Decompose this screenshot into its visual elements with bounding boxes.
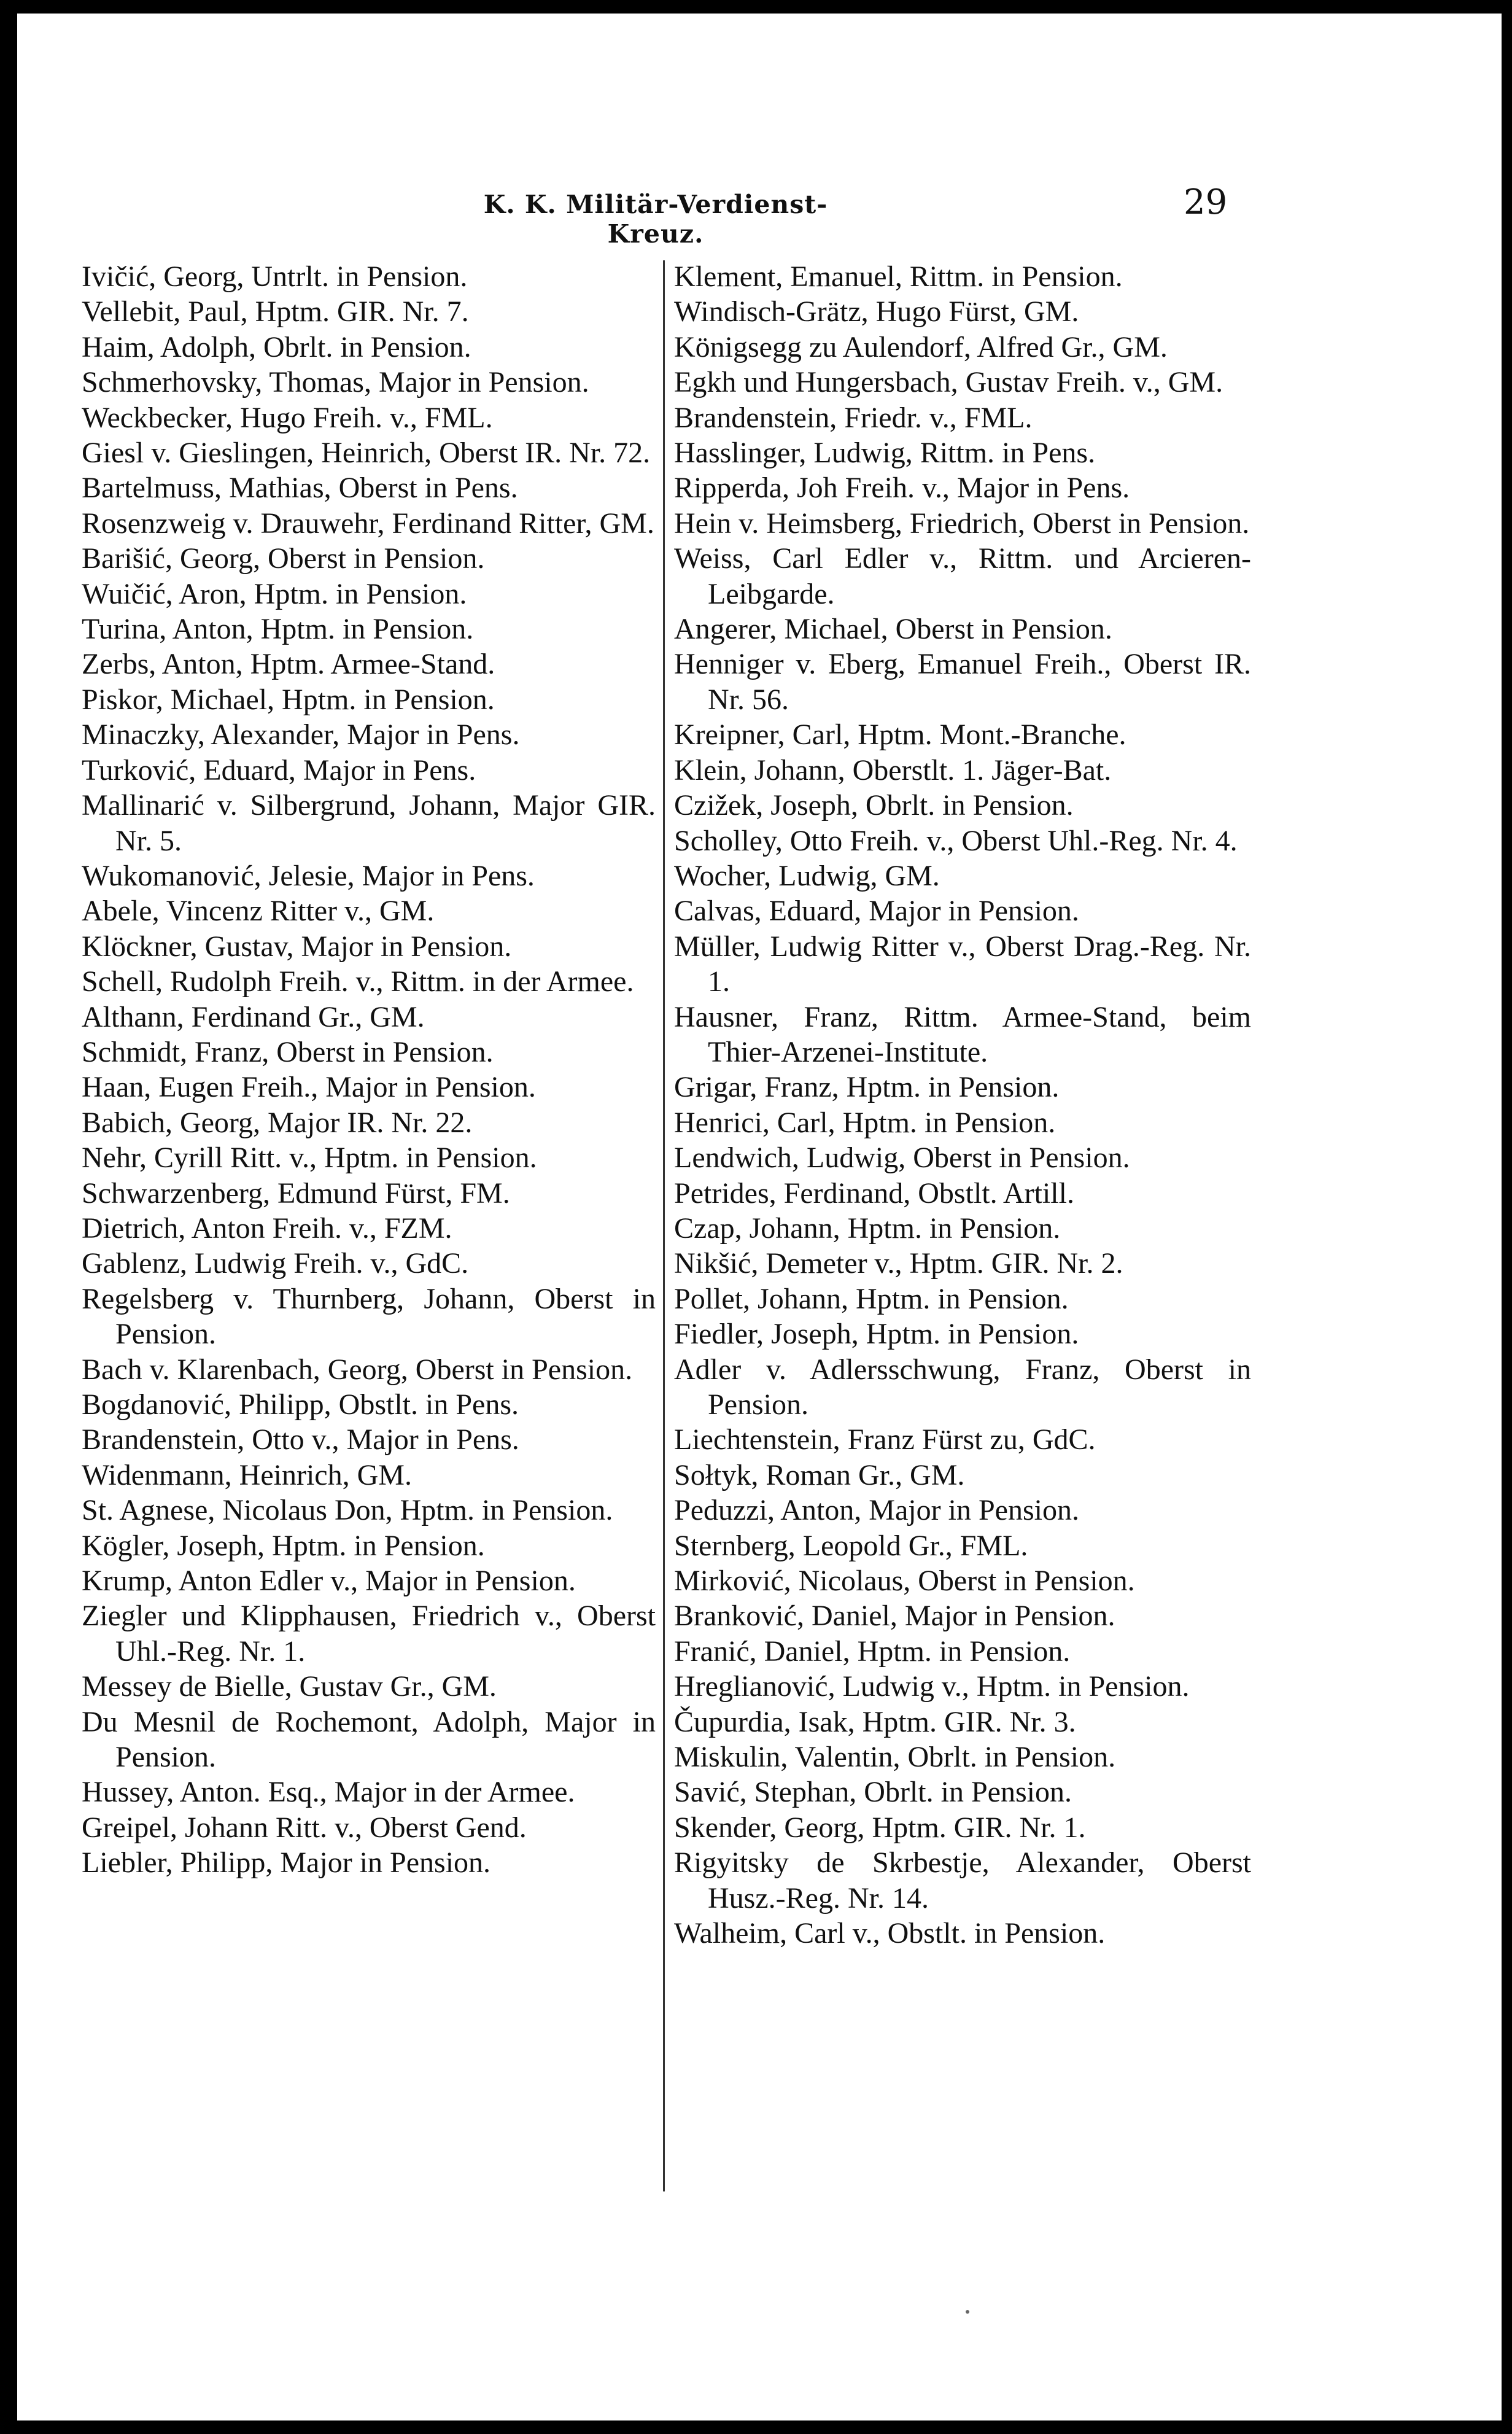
register-entry: Mirković, Nicolaus, Oberst in Pension. bbox=[674, 1565, 1135, 1598]
register-entry: Bogdanović, Philipp, Obstlt. in Pens. bbox=[82, 1388, 519, 1421]
register-entry: Mallinarić v. Silbergrund, Johann, Major GIR. Nr. 5. bbox=[82, 789, 656, 857]
register-entry: Nehr, Cyrill Ritt. v., Hptm. in Pension. bbox=[82, 1141, 537, 1175]
register-entry: Peduzzi, Anton, Major in Pension. bbox=[674, 1494, 1079, 1527]
register-entry: Čupurdia, Isak, Hptm. GIR. Nr. 3. bbox=[674, 1705, 1076, 1738]
register-entry: Barišić, Georg, Oberst in Pension. bbox=[82, 542, 485, 575]
register-entry: Giesl v. Gieslingen, Heinrich, Oberst IR. Nr. 72. bbox=[82, 437, 651, 470]
running-title: K. K. Militär-Verdienst-Kreuz. bbox=[483, 190, 828, 249]
register-entry: Fiedler, Joseph, Hptm. in Pension. bbox=[674, 1318, 1079, 1351]
register-entry: Dietrich, Anton Freih. v., FZM. bbox=[82, 1211, 452, 1245]
register-entry: Piskor, Michael, Hptm. in Pension. bbox=[82, 683, 495, 716]
register-entry: Hein v. Heimsberg, Friedrich, Oberst in Pension. bbox=[674, 507, 1250, 540]
register-entry: Wuičić, Aron, Hptm. in Pension. bbox=[82, 577, 467, 610]
register-entry: Bartelmuss, Mathias, Oberst in Pens. bbox=[82, 472, 518, 505]
register-entry: Grigar, Franz, Hptm. in Pension. bbox=[674, 1071, 1060, 1104]
register-entry: Schell, Rudolph Freih. v., Rittm. in der Armee. bbox=[82, 965, 634, 998]
register-entry: Liechtenstein, Franz Fürst zu, GdC. bbox=[674, 1423, 1096, 1456]
left-column bbox=[82, 259, 656, 1881]
book-page bbox=[17, 14, 1502, 2420]
register-entry: Zerbs, Anton, Hptm. Armee-Stand. bbox=[82, 648, 495, 681]
register-entry: Egkh und Hungersbach, Gustav Freih. v., GM. bbox=[674, 366, 1223, 399]
register-entry: Schmidt, Franz, Oberst in Pension. bbox=[82, 1035, 494, 1068]
register-entry: Turina, Anton, Hptm. in Pension. bbox=[82, 613, 474, 646]
register-entry: Gablenz, Ludwig Freih. v., GdC. bbox=[82, 1247, 469, 1280]
print-speck bbox=[966, 2310, 969, 2314]
register-entry: Bach v. Klarenbach, Georg, Oberst in Pension. bbox=[82, 1353, 633, 1386]
register-entry: Skender, Georg, Hptm. GIR. Nr. 1. bbox=[674, 1811, 1086, 1844]
register-entry: Klement, Emanuel, Rittm. in Pension. bbox=[674, 260, 1123, 293]
register-entry: Rosenzweig v. Drauwehr, Ferdinand Ritter, GM. bbox=[82, 507, 654, 540]
register-entry: Sternberg, Leopold Gr., FML. bbox=[674, 1529, 1028, 1562]
register-entry: Abele, Vincenz Ritter v., GM. bbox=[82, 895, 435, 928]
register-entry: Liebler, Philipp, Major in Pension. bbox=[82, 1846, 491, 1880]
register-entry: Krump, Anton Edler v., Major in Pension. bbox=[82, 1565, 576, 1598]
register-entry: Widenmann, Heinrich, GM. bbox=[82, 1458, 412, 1491]
register-entry: Greipel, Johann Ritt. v., Oberst Gend. bbox=[82, 1811, 527, 1844]
register-entry: Vellebit, Paul, Hptm. GIR. Nr. 7. bbox=[82, 295, 469, 329]
register-entry: Nikšić, Demeter v., Hptm. GIR. Nr. 2. bbox=[674, 1247, 1123, 1280]
register-entry: Weiss, Carl Edler v., Rittm. und Arcieren-Leibgarde. bbox=[674, 542, 1251, 610]
register-entry: Scholley, Otto Freih. v., Oberst Uhl.-Reg. Nr. 4. bbox=[674, 824, 1238, 857]
register-entry: Schmerhovsky, Thomas, Major in Pension. bbox=[82, 366, 589, 399]
register-entry: Wocher, Ludwig, GM. bbox=[674, 859, 940, 892]
register-entry: Czižek, Joseph, Obrlt. in Pension. bbox=[674, 789, 1074, 822]
register-entry: Weckbecker, Hugo Freih. v., FML. bbox=[82, 401, 493, 434]
register-entry: Sołtyk, Roman Gr., GM. bbox=[674, 1458, 965, 1491]
register-entry: Petrides, Ferdinand, Obstlt. Artill. bbox=[674, 1176, 1074, 1210]
register-entry: Hreglianović, Ludwig v., Hptm. in Pension. bbox=[674, 1670, 1190, 1703]
register-entry: Althann, Ferdinand Gr., GM. bbox=[82, 1000, 425, 1033]
register-entry: Klein, Johann, Oberstlt. 1. Jäger-Bat. bbox=[674, 753, 1112, 787]
register-entry: Kreipner, Carl, Hptm. Mont.-Branche. bbox=[674, 718, 1126, 752]
register-entry: Müller, Ludwig Ritter v., Oberst Drag.-Reg. Nr. 1. bbox=[674, 930, 1251, 998]
register-entry: Hausner, Franz, Rittm. Armee-Stand, beim Thier-Arzenei-Institute. bbox=[674, 1000, 1251, 1068]
register-entry: Minaczky, Alexander, Major in Pens. bbox=[82, 718, 520, 752]
register-entry: Kögler, Joseph, Hptm. in Pension. bbox=[82, 1529, 485, 1562]
register-entry: Hasslinger, Ludwig, Rittm. in Pens. bbox=[674, 437, 1096, 470]
register-entry: Turković, Eduard, Major in Pens. bbox=[82, 753, 476, 787]
register-entry: Czap, Johann, Hptm. in Pension. bbox=[674, 1211, 1061, 1245]
page-number: 29 bbox=[1184, 182, 1228, 222]
register-entry: Klöckner, Gustav, Major in Pension. bbox=[82, 930, 512, 963]
register-entry: Walheim, Carl v., Obstlt. in Pension. bbox=[674, 1917, 1106, 1950]
register-entry: Rigyitsky de Skrbestje, Alexander, Oberst Husz.-Reg. Nr. 14. bbox=[674, 1846, 1251, 1915]
right-column bbox=[674, 259, 1251, 1951]
register-entry: Calvas, Eduard, Major in Pension. bbox=[674, 895, 1079, 928]
register-entry: Branković, Daniel, Major in Pension. bbox=[674, 1600, 1115, 1633]
register-entry: Ivičić, Georg, Untrlt. in Pension. bbox=[82, 260, 468, 293]
register-entry: Franić, Daniel, Hptm. in Pension. bbox=[674, 1635, 1071, 1668]
register-entry: Miskulin, Valentin, Obrlt. in Pension. bbox=[674, 1741, 1116, 1774]
register-entry: Ripperda, Joh Freih. v., Major in Pens. bbox=[674, 472, 1130, 505]
register-entry: Hussey, Anton. Esq., Major in der Armee. bbox=[82, 1776, 575, 1809]
register-entry: Haim, Adolph, Obrlt. in Pension. bbox=[82, 330, 471, 364]
register-entry: Schwarzenberg, Edmund Fürst, FM. bbox=[82, 1176, 510, 1210]
register-entry: Brandenstein, Otto v., Major in Pens. bbox=[82, 1423, 519, 1456]
register-entry: Adler v. Adlersschwung, Franz, Oberst in Pension. bbox=[674, 1353, 1251, 1421]
register-entry: Pollet, Johann, Hptm. in Pension. bbox=[674, 1282, 1069, 1315]
register-entry: Du Mesnil de Rochemont, Adolph, Major in Pension. bbox=[82, 1705, 656, 1774]
page-header bbox=[17, 170, 1502, 249]
column-divider bbox=[663, 260, 665, 2191]
register-entry: Regelsberg v. Thurnberg, Johann, Oberst in Pension. bbox=[82, 1282, 656, 1351]
register-entry: Henniger v. Eberg, Emanuel Freih., Oberst IR. Nr. 56. bbox=[674, 648, 1251, 716]
register-entry: Windisch-Grätz, Hugo Fürst, GM. bbox=[674, 295, 1079, 329]
register-entry: Messey de Bielle, Gustav Gr., GM. bbox=[82, 1670, 497, 1703]
register-entry: Brandenstein, Friedr. v., FML. bbox=[674, 401, 1033, 434]
register-entry: St. Agnese, Nicolaus Don, Hptm. in Pension. bbox=[82, 1494, 613, 1527]
register-entry: Savić, Stephan, Obrlt. in Pension. bbox=[674, 1776, 1072, 1809]
register-entry: Babich, Georg, Major IR. Nr. 22. bbox=[82, 1106, 473, 1139]
register-entry: Königsegg zu Aulendorf, Alfred Gr., GM. bbox=[674, 330, 1168, 364]
register-entry: Wukomanović, Jelesie, Major in Pens. bbox=[82, 859, 535, 892]
register-entry: Angerer, Michael, Oberst in Pension. bbox=[674, 613, 1112, 646]
register-entry: Lendwich, Ludwig, Oberst in Pension. bbox=[674, 1141, 1130, 1175]
register-entry: Ziegler und Klipphausen, Friedrich v., Oberst Uhl.-Reg. Nr. 1. bbox=[82, 1600, 656, 1668]
register-entry: Henrici, Carl, Hptm. in Pension. bbox=[674, 1106, 1056, 1139]
register-entry: Haan, Eugen Freih., Major in Pension. bbox=[82, 1071, 536, 1104]
